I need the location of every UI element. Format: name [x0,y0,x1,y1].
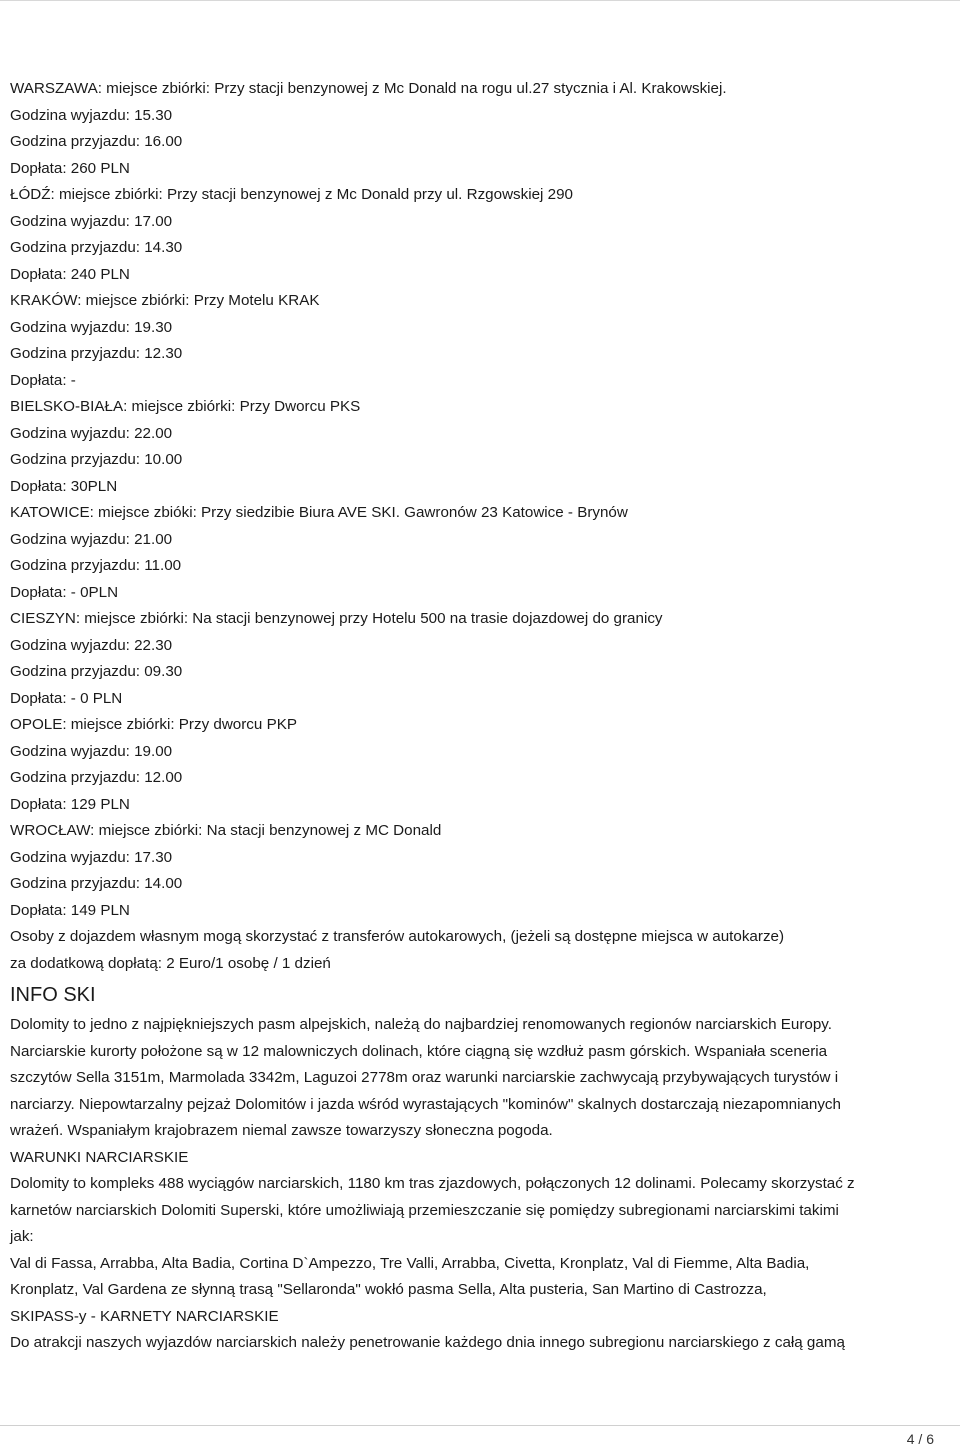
text-line: Godzina przyjazdu: 12.00 [10,769,183,786]
text-line: narciarzy. Niepowtarzalny pejzaż Dolomitów i jazda wśród wyrastających "kominów" skalnych dostarczają niezapomnianych [10,1095,841,1113]
text-line: Dopłata: 260 PLN [10,159,130,177]
text-line: Dopłata: 240 PLN [10,265,130,283]
text-line: Godzina wyjazdu: 22.00 [10,424,173,442]
text-line: Godzina wyjazdu: 15.30 [10,106,173,124]
subheading-warunki: WARUNKI NARCIARSKIE [10,1148,189,1166]
text-line: Godzina wyjazdu: 19.30 [10,318,173,336]
text-line: wrażeń. Wspaniałym krajobrazem niemal zawsze towarzyszy słoneczna pogoda. [10,1122,553,1139]
text-line: Godzina przyjazdu: 14.00 [10,875,183,892]
text-line: szczytów Sella 3151m, Marmolada 3342m, Laguzoi 2778m oraz warunki narciarskie zachwycają przybywających turystów i [10,1069,839,1086]
text-line: Dopłata: - 0PLN [10,583,119,601]
text-line: WROCŁAW: miejsce zbiórki: Na stacji benzynowej z MC Donald [10,822,442,839]
text-line: KRAKÓW: miejsce zbiórki: Przy Motelu KRAK [10,292,320,309]
text-line: Dopłata: 149 PLN [10,901,130,919]
text-line: CIESZYN: miejsce zbiórki: Na stacji benzynowej przy Hotelu 500 na trasie dojazdowej do granicy [10,610,663,627]
section-heading-info-ski: INFO SKI [10,984,96,1006]
text-line: OPOLE: miejsce zbiórki: Przy dworcu PKP [10,716,297,733]
departure-info [10,76,940,977]
text-line: Godzina wyjazdu: 19.00 [10,742,173,760]
text-line: Narciarskie kurorty położone są w 12 malowniczych dolinach, które ciągną się wzdłuż pasm górskich. Wspaniała sceneria [10,1042,828,1060]
text-line: BIELSKO-BIAŁA: miejsce zbiórki: Przy Dworcu PKS [10,398,361,415]
text-line: jak: [10,1228,34,1245]
text-line: Dolomity to kompleks 488 wyciągów narciarskich, 1180 km tras zjazdowych, połączonych 12 dolinami. Polecamy skorzystać z [10,1175,855,1192]
text-line: Dopłata: 30PLN [10,477,118,495]
subheading-skipass: SKIPASS-y - KARNETY NARCIARSKIE [10,1307,279,1325]
text-line: Do atrakcji naszych wyjazdów narciarskich należy penetrowanie każdego dnia innego subregionu narciarskiego z całą gamą [10,1334,845,1351]
text-line: Godzina wyjazdu: 22.30 [10,636,173,654]
text-line: za dodatkową dopłatą: 2 Euro/1 osobę / 1 dzień [10,954,331,972]
text-line: karnetów narciarskich Dolomiti Superski, które umożliwiają przemieszczanie się pomiędzy subregionami narciarskimi takimi [10,1201,839,1219]
text-line: KATOWICE: miejsce zbióki: Przy siedzibie Biura AVE SKI. Gawronów 23 Katowice - Brynów [10,504,628,521]
text-line: Kronplatz, Val Gardena ze słynną trasą "Sellaronda" wokłó pasma Sella, Alta pusteria, San Martino di Castrozza, [10,1281,767,1298]
document-page [10,76,940,1357]
text-line: Dopłata: - [10,371,76,389]
text-line: WARSZAWA: miejsce zbiórki: Przy stacji benzynowej z Mc Donald na rogu ul.27 stycznia i Al. Krakowskiej. [10,80,727,97]
text-line: Val di Fassa, Arrabba, Alta Badia, Cortina D`Ampezzo, Tre Valli, Arrabba, Civetta, Kronplatz, Val di Fiemme, Alta Badia, [10,1254,810,1272]
info-ski-section [10,1012,940,1357]
text-line: Godzina wyjazdu: 17.00 [10,212,173,230]
page-number: 4 / 6 [906,1431,934,1447]
text-line: Godzina wyjazdu: 21.00 [10,530,173,548]
text-line: Godzina przyjazdu: 09.30 [10,663,183,680]
text-line: Godzina przyjazdu: 12.30 [10,345,183,362]
text-line: Godzina przyjazdu: 11.00 [10,557,182,574]
text-line: Osoby z dojazdem własnym mogą skorzystać z transferów autokarowych, (jeżeli są dostępne miejsca w autokarze) [10,928,785,945]
top-border [0,0,960,1]
footer-divider [0,1425,960,1426]
text-line: Dolomity to jedno z najpiękniejszych pasm alpejskich, należą do najbardziej renomowanych regionów narciarskich Europy. [10,1016,832,1033]
text-line: Godzina przyjazdu: 16.00 [10,133,183,150]
text-line: Godzina przyjazdu: 14.30 [10,239,183,256]
text-line: Godzina wyjazdu: 17.30 [10,848,173,866]
text-line: Godzina przyjazdu: 10.00 [10,451,183,468]
text-line: Dopłata: - 0 PLN [10,689,123,707]
text-line: ŁÓDŹ: miejsce zbiórki: Przy stacji benzynowej z Mc Donald przy ul. Rzgowskiej 290 [10,186,573,203]
text-line: Dopłata: 129 PLN [10,795,130,813]
